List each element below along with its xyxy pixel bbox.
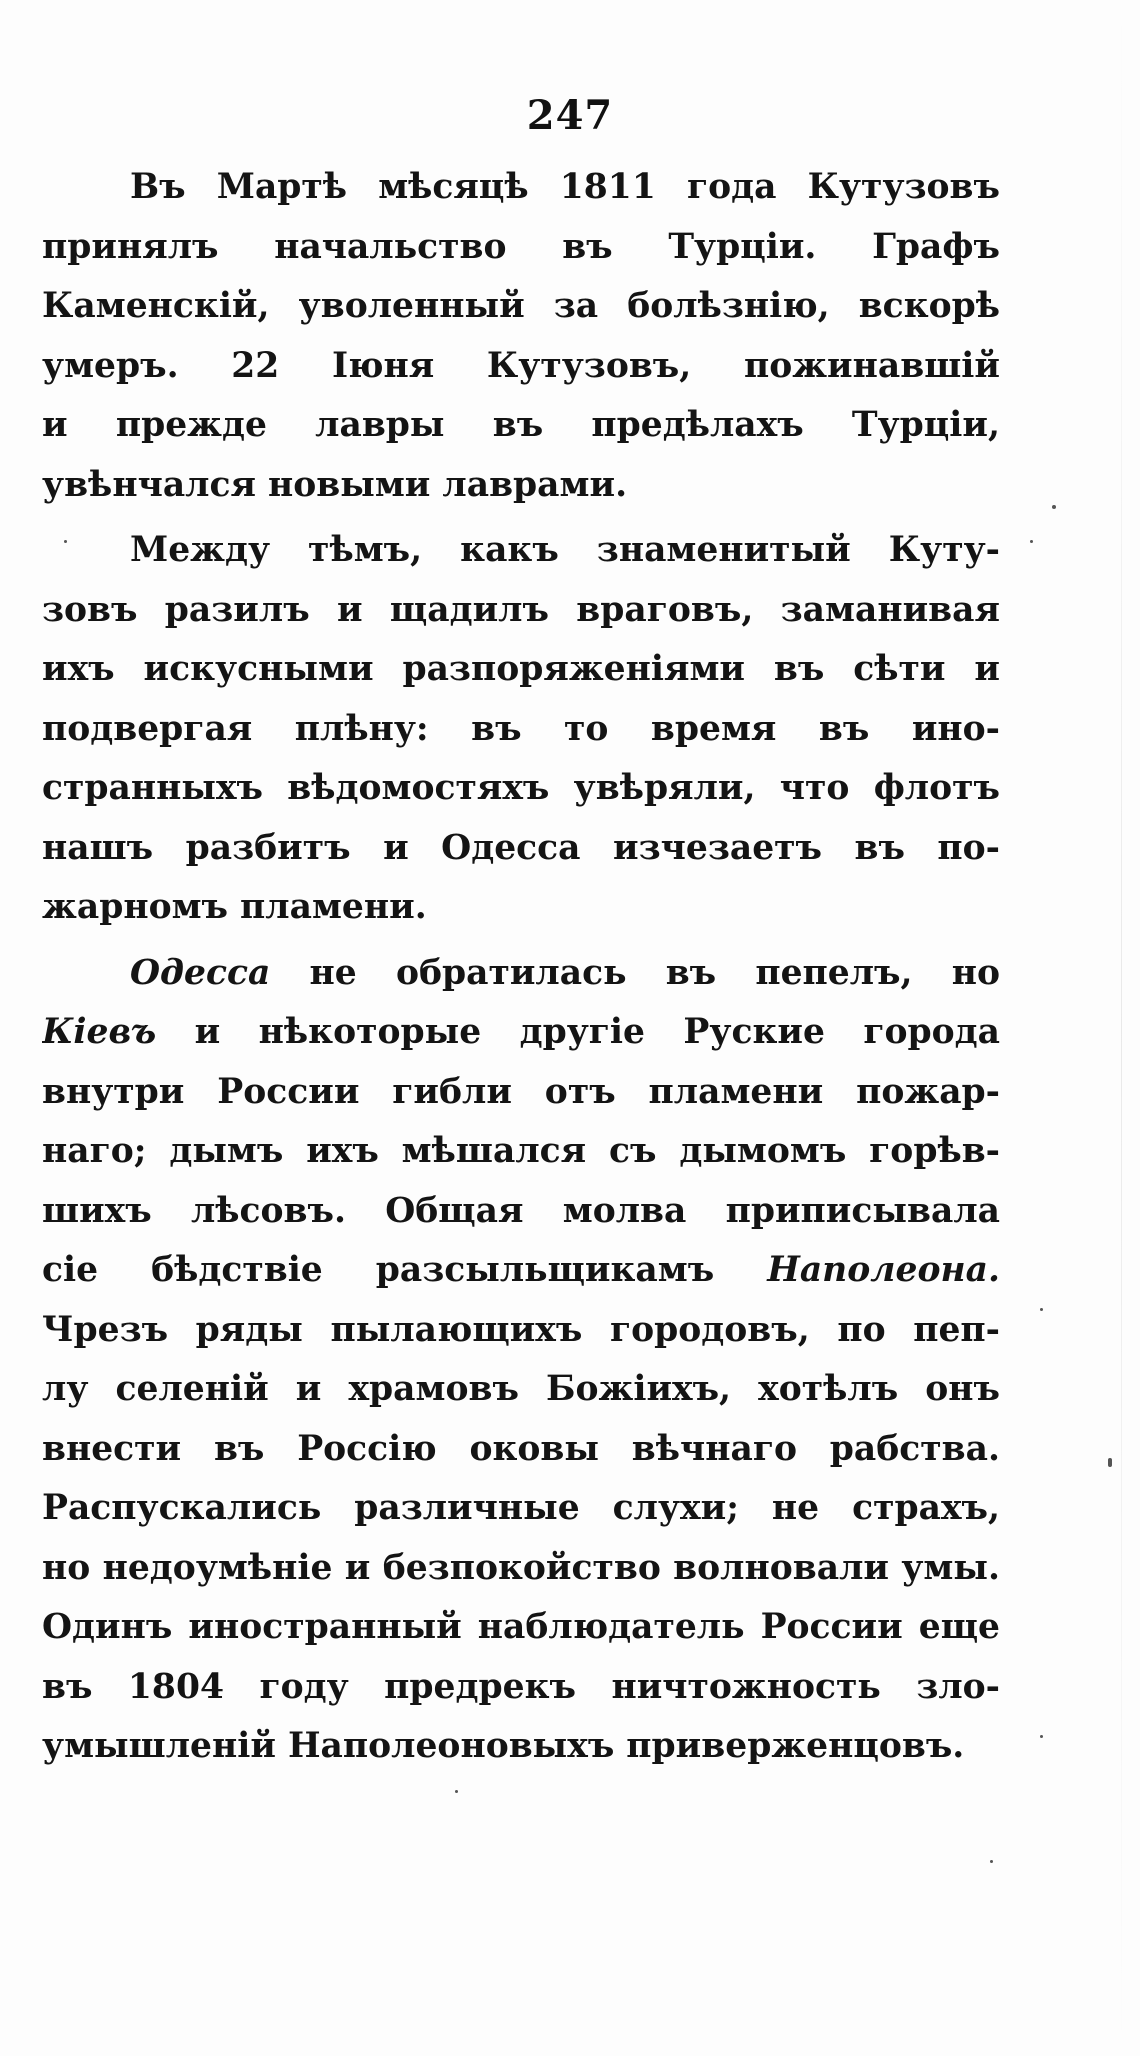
text-run: въ 1804 году предрекъ ничтожность зло- (42, 1666, 1000, 1707)
text-run: и прежде лавры въ предѣлахъ Турціи, (42, 405, 1000, 445)
text-line (42, 1658, 1000, 1718)
text-run: наго; дымъ ихъ мѣшался съ дымомъ горѣв- (42, 1131, 1000, 1171)
page-number: 247 (526, 92, 614, 139)
text-run: подвергая плѣну: въ то время въ ино- (42, 708, 1000, 749)
text-line (42, 640, 1000, 700)
text-line (42, 158, 1000, 218)
text-run: принялъ начальство въ Турціи. Графъ (42, 226, 1000, 267)
text-line (42, 337, 1000, 397)
scan-speck (1040, 1308, 1043, 1311)
scan-speck (1030, 540, 1033, 543)
text-line (42, 1598, 1000, 1658)
page-text (42, 158, 1000, 1777)
scan-edge-shadow (1121, 0, 1122, 2056)
text-run: Въ Мартѣ мѣсяцѣ 1811 года Кутузовъ (130, 167, 1000, 207)
text-run: умеръ. 22 Іюня Кутузовъ, пожинавшій (42, 345, 1000, 386)
text-run: странныхъ вѣдомостяхъ увѣряли, что флотъ (42, 768, 1000, 808)
text-line (42, 759, 1000, 819)
text-line (42, 1063, 1000, 1123)
text-line (42, 700, 1000, 760)
text-line (42, 1717, 1000, 1777)
text-run: ихъ искусными разпоряженіями въ сѣти и (42, 649, 1000, 689)
paragraph (42, 521, 1000, 938)
text-run: увѣнчался новыми лаврами. (42, 464, 628, 505)
text-line (42, 277, 1000, 337)
text-line (42, 396, 1000, 456)
text-line (42, 1539, 1000, 1599)
paragraph (42, 944, 1000, 1777)
text-line (42, 1479, 1000, 1539)
text-run: нашъ разбитъ и Одесса изчезаетъ въ по- (42, 827, 1000, 868)
text-line (42, 456, 1000, 516)
text-run: жарномъ пламени. (42, 887, 427, 927)
text-run: зовъ разилъ и щадилъ враговъ, заманивая (42, 589, 1000, 630)
text-run: умышленій Наполеоновыхъ приверженцовъ. (42, 1726, 965, 1766)
italic-text: Наполеона. (767, 1250, 1000, 1290)
text-run: сіе бѣдствіе разсыльщикамъ (42, 1250, 768, 1290)
text-line (42, 581, 1000, 641)
text-line (42, 1360, 1000, 1420)
text-run: Каменскій, уволенный за болѣзнію, вскорѣ (42, 286, 1000, 326)
text-line (42, 1420, 1000, 1480)
scan-speck (1052, 505, 1056, 509)
text-run: лу селеній и храмовъ Божіихъ, хотѣлъ онъ (42, 1369, 1000, 1409)
text-line (42, 521, 1000, 581)
text-line (42, 944, 1000, 1004)
text-line (42, 1003, 1000, 1063)
text-run: но недоумѣніе и безпокойство волновали умы. (42, 1547, 1000, 1588)
scan-speck (64, 540, 67, 543)
text-line (42, 1301, 1000, 1361)
scan-speck (1108, 1458, 1112, 1467)
text-run: Распускались различные слухи; не страхъ, (42, 1488, 1000, 1528)
text-line (42, 1241, 1000, 1301)
text-run: Между тѣмъ, какъ знаменитый Куту- (130, 530, 1000, 570)
paragraph (42, 158, 1000, 515)
scan-speck (990, 1860, 993, 1863)
italic-text: Кіевъ (42, 1012, 157, 1052)
text-run: шихъ лѣсовъ. Общая молва приписывала (42, 1190, 1000, 1231)
scan-speck (1040, 1735, 1043, 1738)
text-run: внести въ Россію оковы вѣчнаго рабства. (42, 1428, 1000, 1469)
text-run: не обратилась въ пепелъ, но (270, 952, 1000, 993)
text-line (42, 1122, 1000, 1182)
scan-speck (455, 1790, 458, 1793)
italic-text: Одесса (130, 952, 271, 993)
text-run: внутри России гибли отъ пламени пожар- (42, 1071, 1000, 1112)
text-line (42, 878, 1000, 938)
text-line (42, 819, 1000, 879)
text-run: Чрезъ ряды пылающихъ городовъ, по пеп- (42, 1309, 1000, 1350)
text-run: Одинъ иностранный наблюдатель России еще (42, 1607, 1000, 1647)
text-line (42, 1182, 1000, 1242)
text-line (42, 218, 1000, 278)
text-run: и нѣкоторые другіе Руские города (156, 1012, 1000, 1052)
